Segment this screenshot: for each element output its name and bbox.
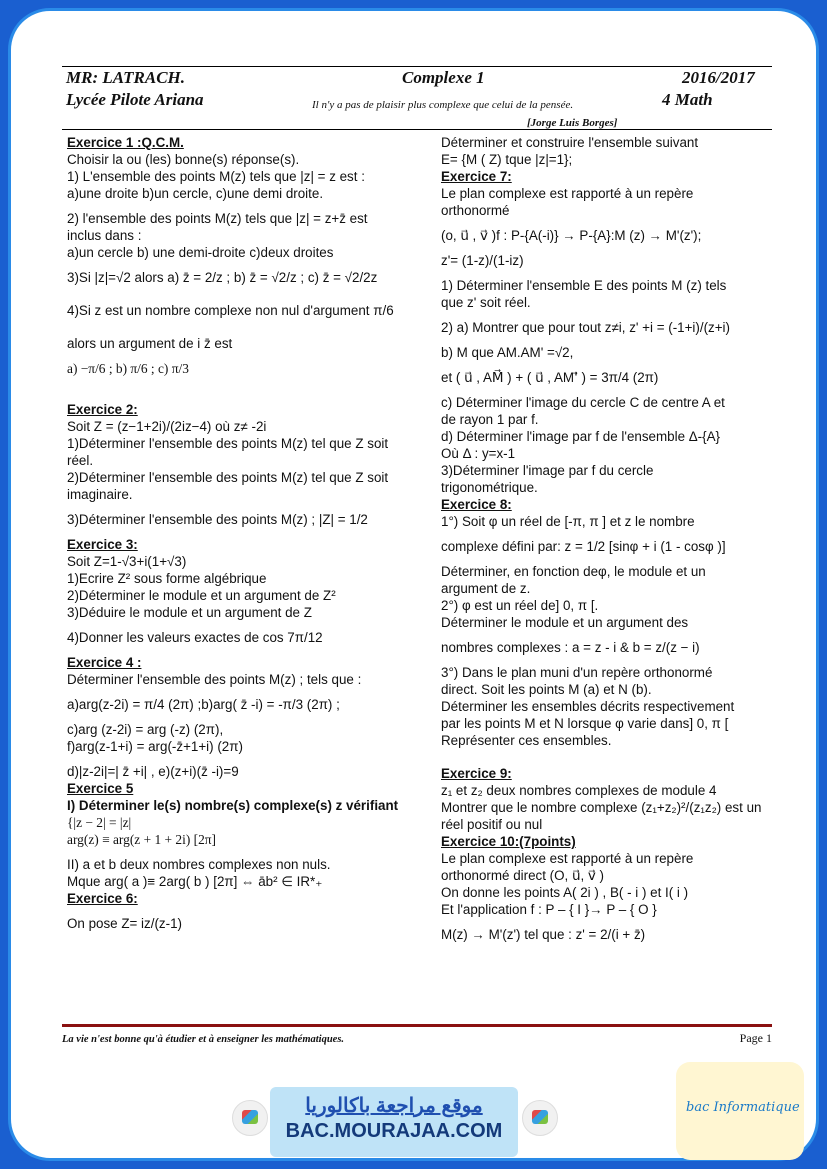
text-line: et ( u⃗ , AM⃗ ) + ( u⃗ , AM'⃗ ) = 3π/4 (2π) xyxy=(441,370,659,385)
text-line: Et l'application f : P – { I }→ P – { O } xyxy=(441,902,657,917)
text-line: Déterminer l'ensemble des points M(z) ; tels que : xyxy=(67,672,362,687)
site-logo-icon xyxy=(232,1100,268,1136)
exercise-9-title: Exercice 9: xyxy=(441,766,512,781)
class-level: 4 Math xyxy=(662,90,713,109)
page-number: Page 1 xyxy=(739,1031,772,1045)
text-line: 1)Ecrire Z² sous forme algébrique xyxy=(67,571,267,586)
text-line: réel positif ou nul xyxy=(441,817,543,832)
text-line: 2)Déterminer l'ensemble des points M(z) tel que Z soit xyxy=(67,470,389,485)
text-line: nombres complexes : a = z - i & b = z/(z − i) xyxy=(441,640,700,655)
text-line: 3)Déterminer l'image par f du cercle xyxy=(441,463,654,478)
school-name: Lycée Pilote Ariana xyxy=(66,90,204,109)
text-line: de rayon 1 par f. xyxy=(441,412,539,427)
text-line: arg(z) ≡ arg(z + 1 + 2i) [2π] xyxy=(67,832,217,847)
text-line: 3)Si |z|=√2 alors a) z̄ = 2/z ; b) z̄ = √2/z ; c) z̄ = √2/2z xyxy=(67,270,378,285)
text-line: II) a et b deux nombres complexes non nuls. xyxy=(67,857,331,872)
left-column xyxy=(67,134,422,932)
text-line: imaginaire. xyxy=(67,487,133,502)
text-line: complexe défini par: z = 1/2 [sinφ + i (1 - cosφ )] xyxy=(441,539,726,554)
text-line: Déterminer les ensembles décrits respectivement xyxy=(441,699,735,714)
text-line: que z' soit réel. xyxy=(441,295,531,310)
text-line: par les points M et N lorsque φ varie dans] 0, π [ xyxy=(441,716,729,731)
text-line: a)un cercle b) une demi-droite c)deux droites xyxy=(67,245,334,260)
exercise-8-title: Exercice 8: xyxy=(441,497,512,512)
text-line: Le plan complexe est rapporté à un repère xyxy=(441,851,694,866)
exercise-10-title: Exercice 10:(7points) xyxy=(441,834,576,849)
bac-informatique-badge xyxy=(676,1062,804,1160)
site-logo-icon xyxy=(522,1100,558,1136)
text-line: 2) l'ensemble des points M(z) tels que |z| = z+z̄ est xyxy=(67,211,368,226)
text-line: 4)Si z est un nombre complexe non nul d'argument π/6 xyxy=(67,303,394,318)
quote: Il n'y a pas de plaisir plus complexe que celui de la pensée. xyxy=(312,99,574,111)
text-line: Choisir la ou (les) bonne(s) réponse(s). xyxy=(67,152,300,167)
text-line: a)une droite b)un cercle, c)une demi droite. xyxy=(67,186,324,201)
text-line: On donne les points A( 2i ) , B( - i ) et I( i ) xyxy=(441,885,689,900)
right-column xyxy=(441,134,771,943)
text-line: direct. Soit les points M (a) et N (b). xyxy=(441,682,652,697)
exercise-6-title: Exercice 6: xyxy=(67,891,138,906)
text-line: 1)Déterminer l'ensemble des points M(z) tel que Z soit xyxy=(67,436,389,451)
banner-arabic-title[interactable]: موقع مراجعة باكالوريا xyxy=(305,1095,483,1117)
text-line: 3)Déduire le module et un argument de Z xyxy=(67,605,312,620)
text-line: orthonormé direct (O, u⃗, v⃗ ) xyxy=(441,868,605,883)
text-line: E= {M ( Z) tque |z|=1}; xyxy=(441,152,573,167)
text-line: d) Déterminer l'image par f de l'ensemble Δ-{A} xyxy=(441,429,721,444)
text-line: a) −π/6 ; b) π/6 ; c) π/3 xyxy=(67,361,189,376)
text-line: 2)Déterminer le module et un argument de Z² xyxy=(67,588,336,603)
badge-label: bac Informatique xyxy=(686,1100,800,1115)
text-line: Soit Z=1-√3+i(1+√3) xyxy=(67,554,187,569)
teacher-name: MR: LATRACH. xyxy=(66,68,186,87)
text-line: Déterminer, en fonction deφ, le module et un xyxy=(441,564,706,579)
header xyxy=(62,66,772,130)
text-line: Déterminer et construire l'ensemble suivant xyxy=(441,135,699,150)
text-line: 3°) Dans le plan muni d'un repère orthonormé xyxy=(441,665,713,680)
text-line: d)|z-2i|=| z̄ +i| , e)(z+i)(z̄ -i)=9 xyxy=(67,764,239,779)
text-line: 1) L'ensemble des points M(z) tels que |z| = z est : xyxy=(67,169,365,184)
text-line: 2°) φ est un réel de] 0, π [. xyxy=(441,598,599,613)
topic-title: Complexe 1 xyxy=(402,68,485,87)
exercise-3-title: Exercice 3: xyxy=(67,537,138,552)
text-line: Déterminer le module et un argument des xyxy=(441,615,689,630)
text-line: c)arg (z-2i) = arg (-z) (2π), xyxy=(67,722,224,737)
text-line: argument de z. xyxy=(441,581,531,596)
text-line: {|z − 2| = |z| xyxy=(67,815,132,830)
text-line: Représenter ces ensembles. xyxy=(441,733,612,748)
text-line: b) M que AM.AM' =√2, xyxy=(441,345,574,360)
text-line: 1) Déterminer l'ensemble E des points M (z) tels xyxy=(441,278,727,293)
text-line: Le plan complexe est rapporté à un repère xyxy=(441,186,694,201)
text-line: 3)Déterminer l'ensemble des points M(z) ; |Z| = 1/2 xyxy=(67,512,368,527)
site-banner[interactable] xyxy=(270,1087,518,1157)
banner-site-url[interactable]: BAC.MOURAJAA.COM xyxy=(285,1120,503,1142)
text-line: Où Δ : y=x-1 xyxy=(441,446,516,461)
document-page xyxy=(62,66,772,1056)
footer-motto: La vie n'est bonne qu'à étudier et à enseigner les mathématiques. xyxy=(62,1034,345,1045)
text-line: M(z) → M'(z') tel que : z' = 2/(i + z̄) xyxy=(441,927,646,942)
text-line: a)arg(z-2i) = π/4 (2π) ;b)arg( z̄ -i) = -π/3 (2π) ; xyxy=(67,697,340,712)
text-line: 4)Donner les valeurs exactes de cos 7π/12 xyxy=(67,630,323,645)
quote-author: [Jorge Luis Borges] xyxy=(527,117,618,129)
text-line: z'= (1-z)/(1-iz) xyxy=(441,253,524,268)
exercise-2-title: Exercice 2: xyxy=(67,402,138,417)
text-line: (o, u⃗ , v⃗ )f : P-{A(-i)} → P-{A}:M (z) → M'(z'); xyxy=(441,228,702,243)
text-line: inclus dans : xyxy=(67,228,142,243)
text-line: 2) a) Montrer que pour tout z≠i, z' +i = (-1+i)/(z+i) xyxy=(441,320,730,335)
text-line: z₁ et z₂ deux nombres complexes de module 4 xyxy=(441,783,717,798)
exercise-5-title: Exercice 5 xyxy=(67,781,134,796)
text-line: f)arg(z-1+i) = arg(-z̄+1+i) (2π) xyxy=(67,739,243,754)
text-line: c) Déterminer l'image du cercle C de centre A et xyxy=(441,395,725,410)
footer xyxy=(62,1024,772,1045)
text-line: 1°) Soit φ un réel de [-π, π ] et z le nombre xyxy=(441,514,695,529)
exercise-1-title: Exercice 1 :Q.C.M. xyxy=(67,135,184,150)
text-line: I) Déterminer le(s) nombre(s) complexe(s) z vérifiant xyxy=(67,798,399,813)
text-line: trigonométrique. xyxy=(441,480,538,495)
school-year: 2016/2017 xyxy=(682,68,755,87)
text-line: Soit Z = (z−1+2i)/(2iz−4) où z≠ -2i xyxy=(67,419,267,434)
text-line: Montrer que le nombre complexe (z₁+z₂)²/(z₁z₂) est un xyxy=(441,800,762,815)
text-line: On pose Z= iz/(z-1) xyxy=(67,916,182,931)
exercise-4-title: Exercice 4 : xyxy=(67,655,142,670)
text-line: Mque arg( a )≡ 2arg( b ) [2π] ⇔ āb² ∈ IR*₊ xyxy=(67,874,323,889)
text-line: réel. xyxy=(67,453,94,468)
text-line: orthonormé xyxy=(441,203,510,218)
exercise-7-title: Exercice 7: xyxy=(441,169,512,184)
text-line: alors un argument de i z̄ est xyxy=(67,336,233,351)
